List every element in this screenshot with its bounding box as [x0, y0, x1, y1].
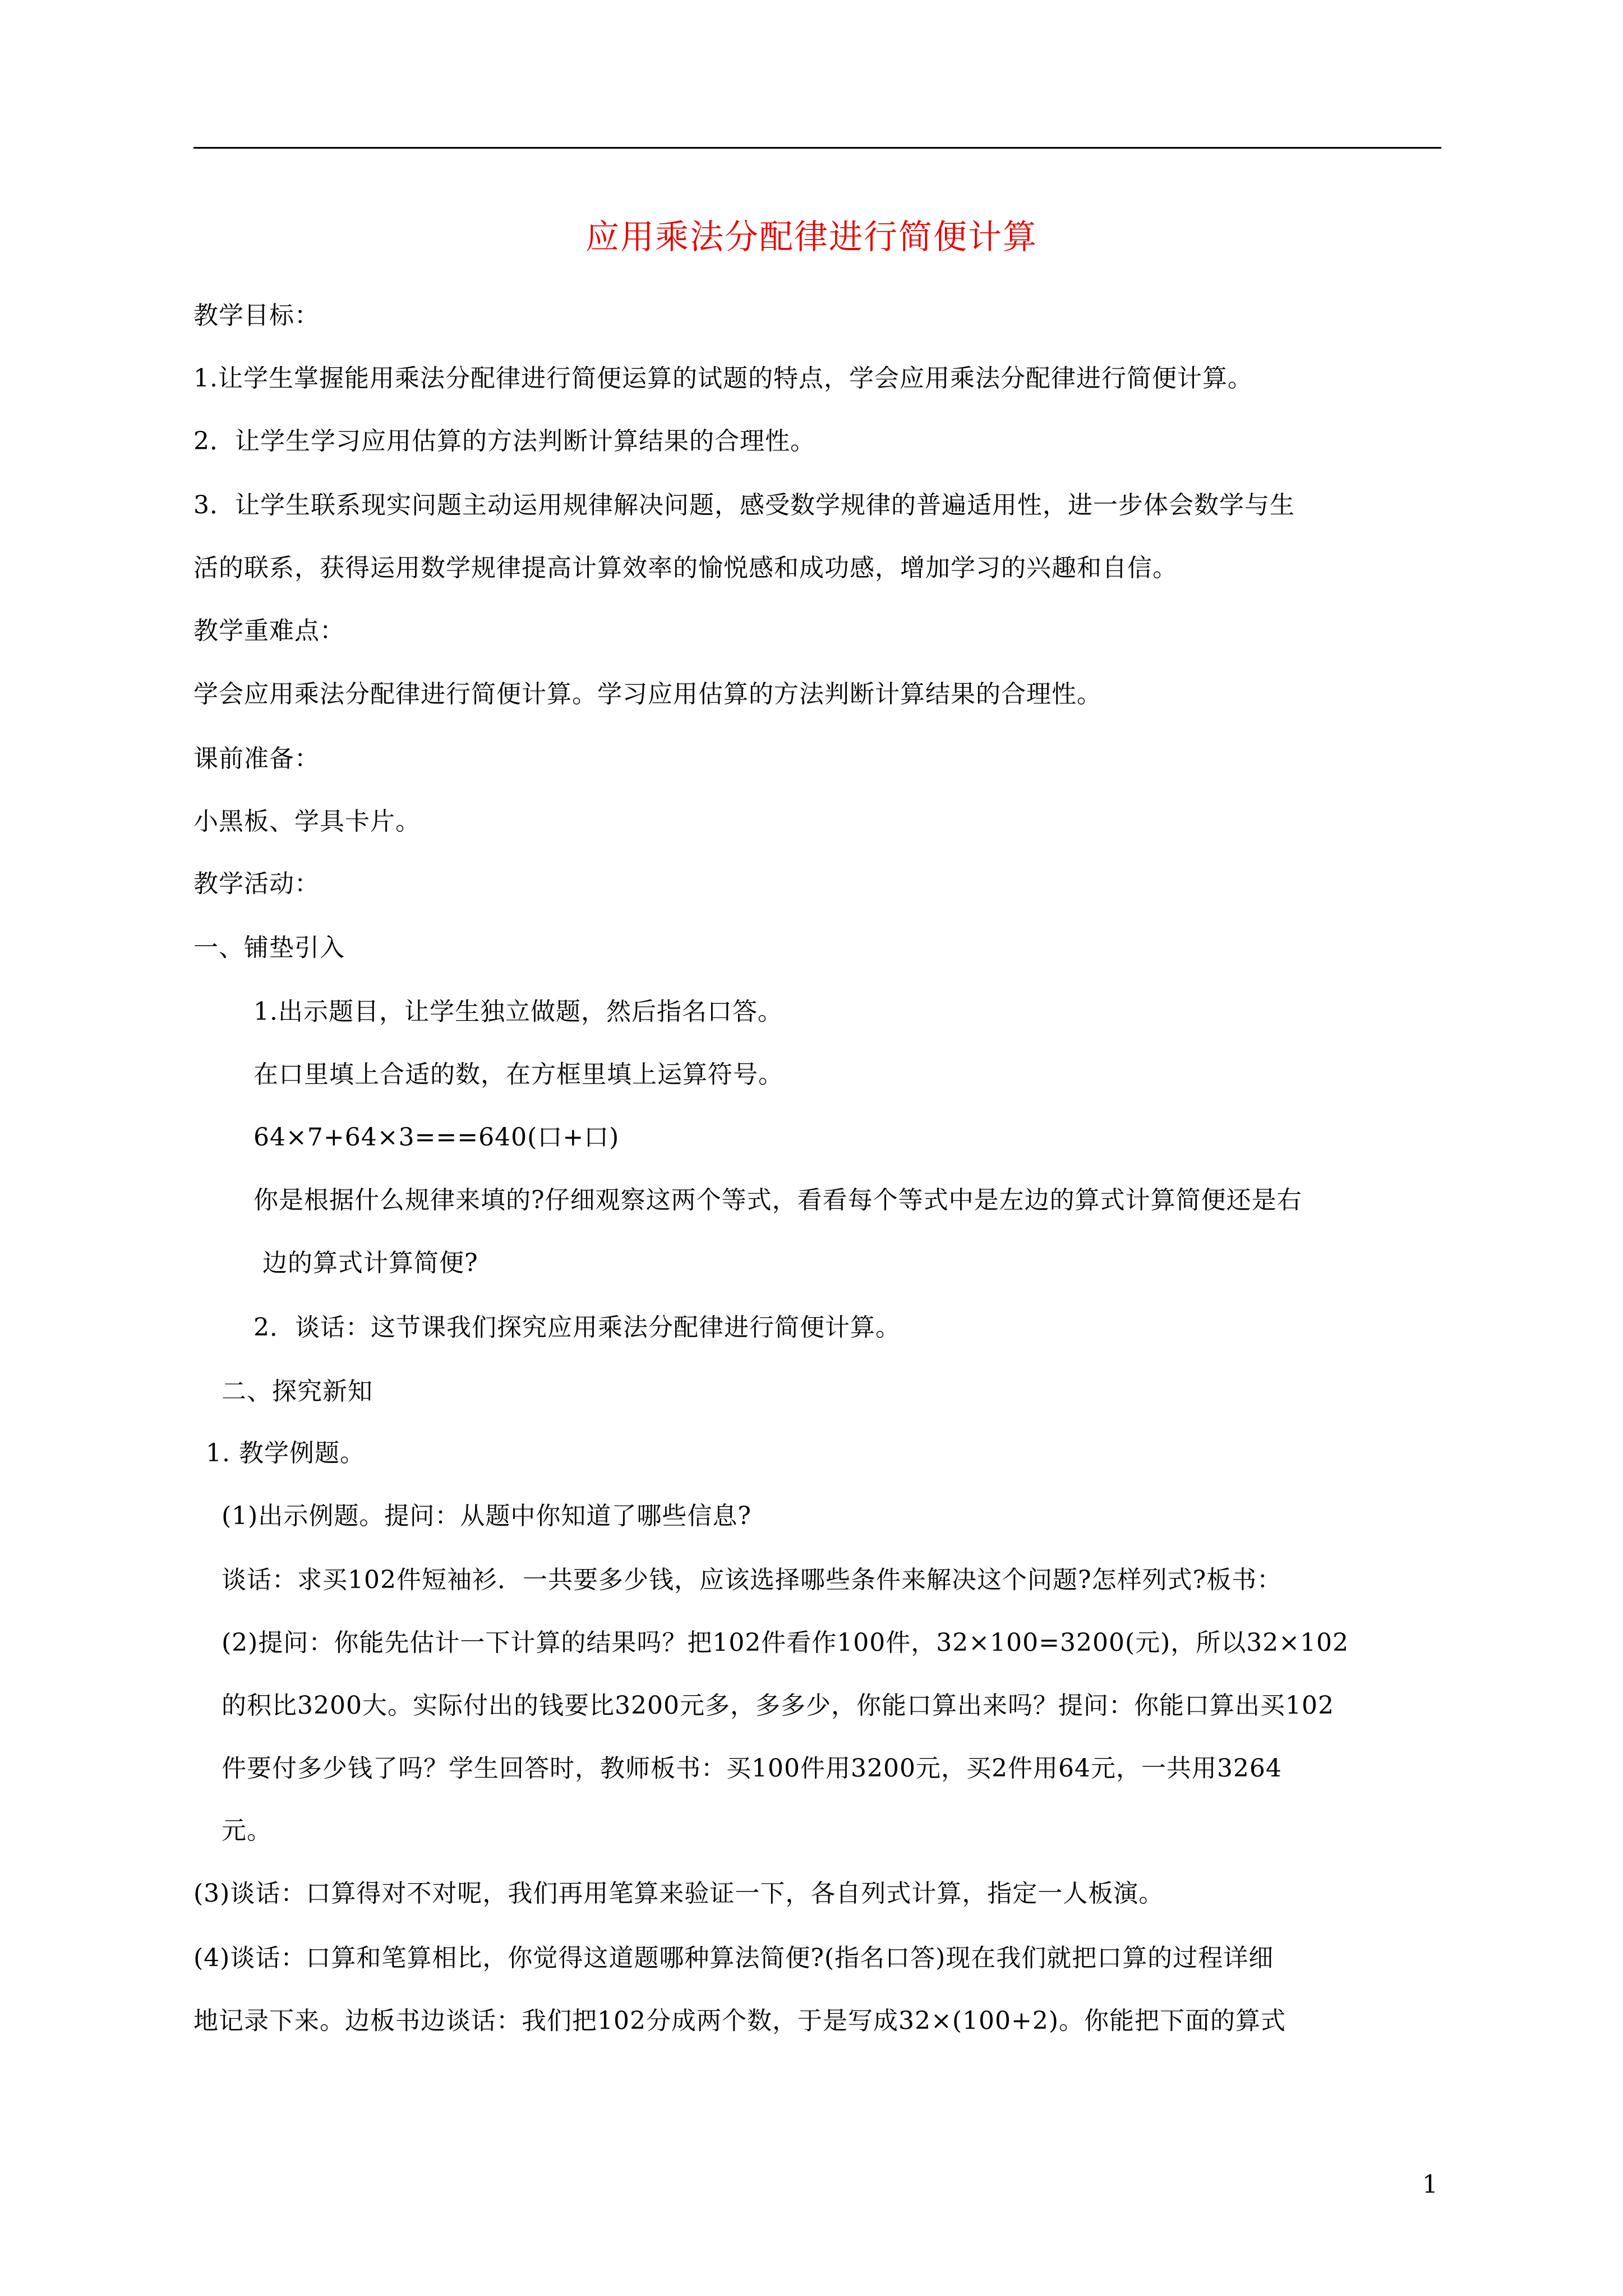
text-line: 1. 教学例题。 [206, 1439, 365, 1467]
document-title: 应用乘法分配律进行简便计算 [585, 218, 1038, 257]
text-line: 教学重难点： [193, 616, 345, 645]
text-line: 在口里填上合适的数，在方框里填上运算符号。 [253, 1060, 783, 1089]
text-line: (4)谈话：口算和笔算相比，你觉得这道题哪种算法简便?(指名口答)现在我们就把口算的过程详细 [193, 1944, 1274, 1972]
text-line: 1.出示题目，让学生独立做题，然后指名口答。 [253, 997, 783, 1026]
text-line: 2．让学生学习应用估算的方法判断计算结果的合理性。 [193, 427, 815, 455]
text-line: 小黑板、学具卡片。 [193, 807, 421, 836]
text-line: 3．让学生联系现实问题主动运用规律解决问题，感受数学规律的普遍适用性，进一步体会数学与生 [193, 491, 1295, 519]
header-rule [193, 147, 1441, 149]
text-line: 二、探究新知 [222, 1377, 373, 1406]
text-line: 1.让学生掌握能用乘法分配律进行简便运算的试题的特点，学会应用乘法分配律进行简便计算。 [193, 364, 1253, 393]
text-line: 2．谈话：这节课我们探究应用乘法分配律进行简便计算。 [253, 1313, 901, 1342]
text-line: 课前准备： [193, 744, 320, 773]
text-line: 一、铺垫引入 [193, 933, 345, 962]
text-line: 元。 [222, 1816, 272, 1845]
page-number: 1 [1422, 2170, 1438, 2199]
text-line: 学会应用乘法分配律进行简便计算。学习应用估算的方法判断计算结果的合理性。 [193, 680, 1102, 708]
text-line: 你是根据什么规律来填的?仔细观察这两个等式，看看每个等式中是左边的算式计算简便还是右 [253, 1186, 1302, 1214]
text-line: 64×7+64×3===640(口+口) [253, 1123, 620, 1152]
text-line: (3)谈话：口算得对不对呢，我们再用笔算来验证一下，各自列式计算，指定一人板演。 [193, 1879, 1164, 1908]
text-line: 地记录下来。边板书边谈话：我们把102分成两个数，于是写成32×(100+2)。你能把下面的算式 [193, 2007, 1287, 2035]
text-line: 谈话：求买102件短袖衫．一共要多少钱，应该选择哪些条件来解决这个问题?怎样列式?板书： [222, 1566, 1283, 1594]
text-line: 教学目标： [193, 301, 320, 330]
text-line: 边的算式计算简便? [262, 1249, 478, 1277]
text-line: (2)提问：你能先估计一下计算的结果吗？把102件看作100件，32×100=3200(元)，所以32×102 [222, 1628, 1349, 1657]
text-line: (1)出示例题。提问：从题中你知道了哪些信息? [222, 1502, 751, 1530]
text-line: 教学活动： [193, 869, 320, 898]
text-line: 件要付多少钱了吗？学生回答时，教师板书：买100件用3200元，买2件用64元，一共用3264 [222, 1754, 1282, 1783]
text-line: 的积比3200大。实际付出的钱要比3200元多，多多少，你能口算出来吗？提问：你能口算出买102 [222, 1691, 1334, 1720]
text-line: 活的联系，获得运用数学规律提高计算效率的愉悦感和成功感，增加学习的兴趣和自信。 [193, 554, 1178, 582]
